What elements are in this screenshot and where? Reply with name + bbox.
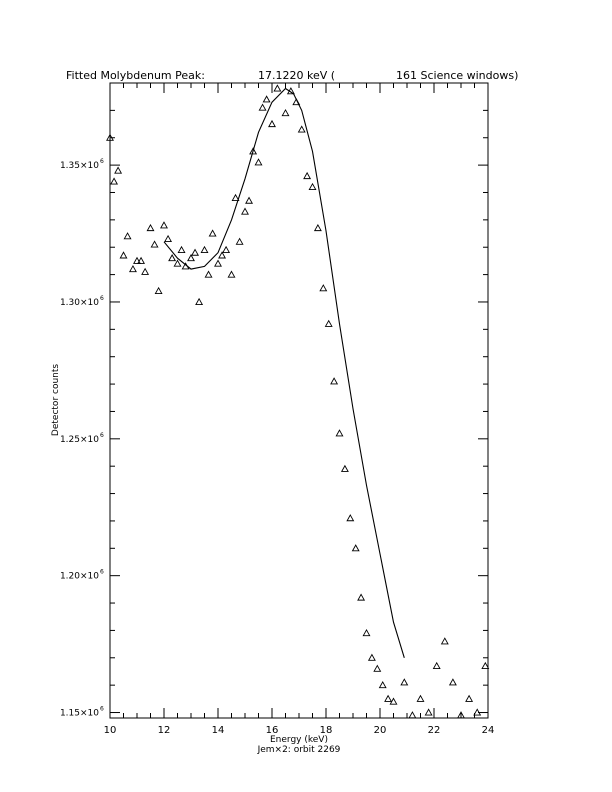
data-point [219, 252, 225, 258]
data-point [169, 255, 175, 261]
x-tick-label: 14 [211, 725, 225, 736]
data-point [326, 321, 332, 327]
x-tick-label: 10 [103, 725, 117, 736]
data-point [124, 233, 130, 239]
data-point [174, 260, 180, 266]
axis-tick-labels [60, 158, 494, 736]
data-point [374, 666, 380, 672]
data-point [342, 466, 348, 472]
data-point [115, 167, 121, 173]
data-point [320, 285, 326, 291]
data-point [299, 126, 305, 132]
y-tick-label-exponent: 6 [100, 431, 104, 439]
data-point [385, 696, 391, 702]
data-point [223, 247, 229, 253]
data-point [228, 271, 234, 277]
data-point [358, 594, 364, 600]
data-point [282, 110, 288, 116]
data-point [130, 266, 136, 272]
chart-title-label: Fitted Molybdenum Peak: [66, 69, 205, 82]
x-tick-label: 20 [373, 725, 387, 736]
data-point [215, 260, 221, 266]
x-tick-label: 18 [319, 725, 333, 736]
data-point [269, 121, 275, 127]
data-point [425, 709, 431, 715]
data-point [205, 271, 211, 277]
data-point [336, 430, 342, 436]
data-point [369, 655, 375, 661]
x-tick-label: 22 [427, 725, 441, 736]
data-point [192, 249, 198, 255]
data-point [165, 236, 171, 242]
data-point [409, 712, 415, 718]
data-point [155, 288, 161, 294]
plot-frame [110, 83, 488, 718]
y-tick-label-exponent: 6 [100, 294, 104, 302]
data-point [363, 630, 369, 636]
y-tick-label-exponent: 6 [100, 158, 104, 166]
data-point [442, 638, 448, 644]
data-point [401, 679, 407, 685]
data-point [246, 197, 252, 203]
data-point [380, 682, 386, 688]
data-point [259, 104, 265, 110]
x-tick-label: 16 [265, 725, 279, 736]
y-tick-label-exponent: 6 [100, 705, 104, 713]
data-point [309, 184, 315, 190]
data-point [417, 696, 423, 702]
y-tick-label: 1.15×10 [59, 708, 99, 719]
data-point [331, 378, 337, 384]
data-point [209, 230, 215, 236]
data-point [147, 225, 153, 231]
x-tick-label: 12 [157, 725, 171, 736]
x-tick-label: 24 [481, 725, 495, 736]
y-tick-label-exponent: 6 [100, 568, 104, 576]
data-point [120, 252, 126, 258]
x-axis-label: Energy (keV) [270, 735, 328, 745]
data-point [466, 696, 472, 702]
data-point [201, 247, 207, 253]
data-point [353, 545, 359, 551]
data-point [434, 663, 440, 669]
data-point [347, 515, 353, 521]
axis-ticks [110, 83, 488, 718]
y-tick-label: 1.20×10 [59, 571, 99, 582]
data-point [161, 222, 167, 228]
chart-title-windows: 161 Science windows) [396, 69, 519, 82]
data-point [304, 173, 310, 179]
data-point [255, 159, 261, 165]
y-tick-label: 1.30×10 [59, 297, 99, 308]
footer-label: Jem×2: orbit 2269 [257, 745, 341, 755]
data-point [236, 239, 242, 245]
data-point [151, 241, 157, 247]
data-points [107, 85, 489, 718]
data-point [232, 195, 238, 201]
fitted-curve [164, 89, 404, 658]
data-point [263, 96, 269, 102]
chart-title-energy: 17.1220 keV ( [258, 69, 336, 82]
data-point [450, 679, 456, 685]
y-tick-label: 1.25×10 [59, 434, 99, 445]
data-point [196, 299, 202, 305]
data-point [242, 208, 248, 214]
y-axis-label: Detector counts [51, 363, 61, 437]
data-point [142, 269, 148, 275]
data-point [315, 225, 321, 231]
data-point [111, 178, 117, 184]
data-point [178, 247, 184, 253]
data-point [274, 85, 280, 91]
data-point [293, 99, 299, 105]
y-tick-label: 1.35×10 [59, 161, 99, 172]
data-point [188, 255, 194, 261]
